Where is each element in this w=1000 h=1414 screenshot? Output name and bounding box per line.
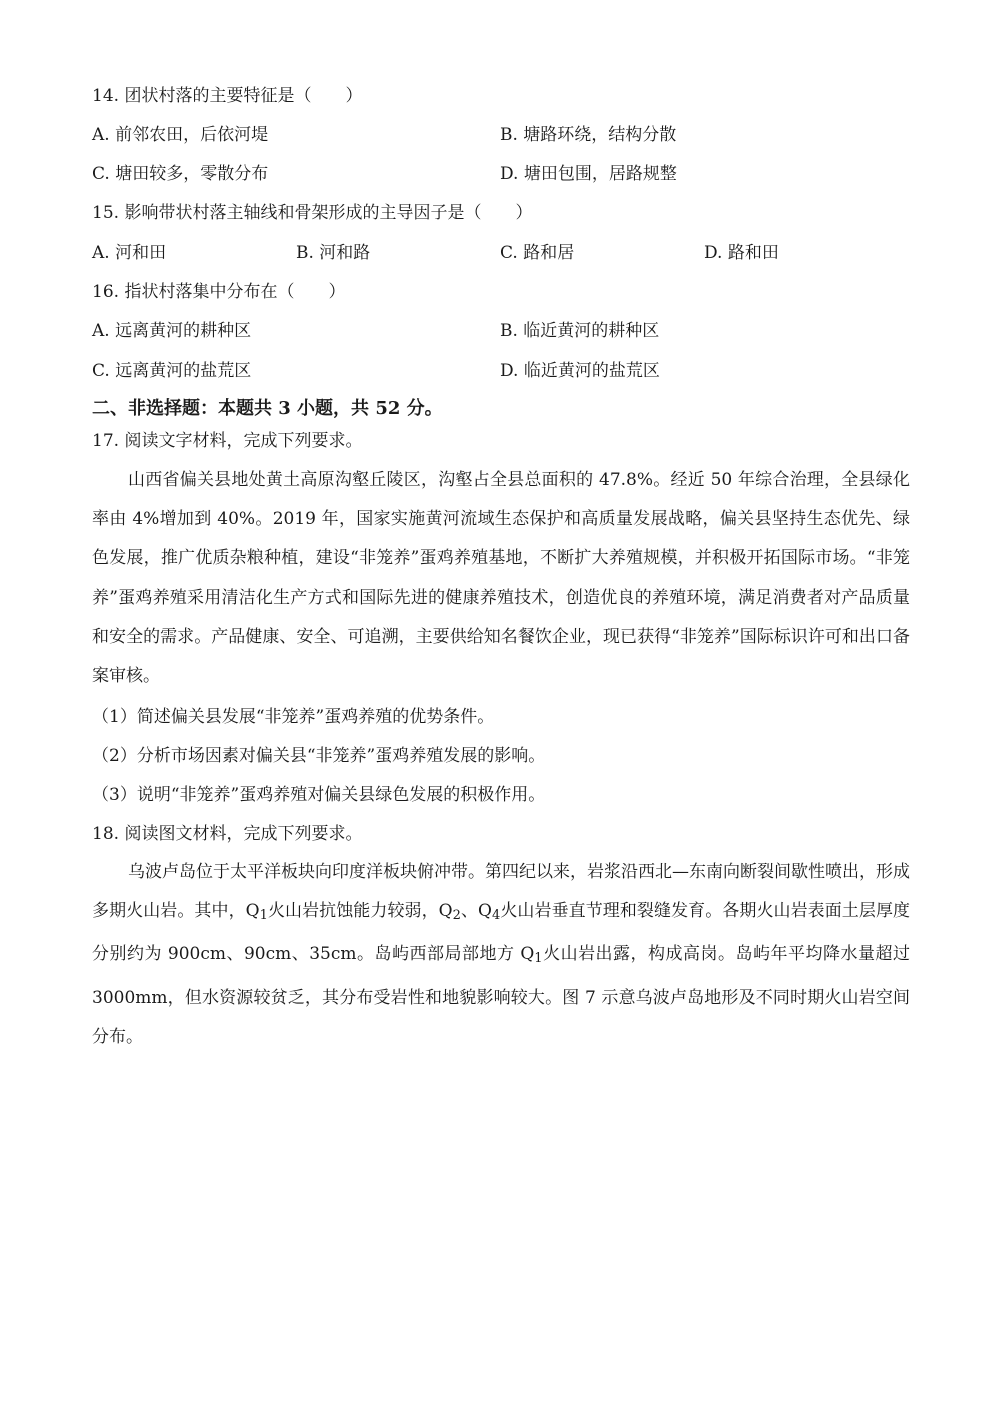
q16-option-c: C. 远离黄河的盐荒区 xyxy=(92,361,252,381)
q16-option-a: A. 远离黄河的耕种区 xyxy=(92,321,252,341)
q4-subscript: 4 xyxy=(492,908,501,924)
q17-sub3: （3）说明“非笼养”蛋鸡养殖对偏关县绿色发展的积极作用。 xyxy=(92,785,546,805)
q14-option-a: A. 前邻农田，后依河堤 xyxy=(92,125,269,145)
q18-material-part2: 火山岩抗蚀能力较弱，Q xyxy=(267,901,453,922)
q15-stem: 15. 影响带状村落主轴线和骨架形成的主导因子是（ ） xyxy=(92,203,533,223)
q14-option-b: B. 塘路环绕，结构分散 xyxy=(500,125,677,145)
section-heading: 二、非选择题：本题共 3 小题，共 52 分。 xyxy=(92,398,443,419)
q17-material: 山西省偏关县地处黄土高原沟壑丘陵区，沟壑占全县总面积的 47.8%。经近 50 年综合治理，全县绿化率由 4%增加到 40%。2019 年，国家实施黄河流域生态保护和高质量发展战略，偏关县坚持生态优先、绿色发展，推广优质杂粮种植，建设“非笼养”蛋鸡养殖基地，不断扩大养殖规模，并积极开拓国际市场。“非笼养”蛋鸡养殖采用清洁化生产方式和国际先进的健康养殖技术，创造优良的养殖环境，满足消费者对产品质量和安全的需求。产品健康、安全、可追溯，主要供给知名餐饮企业，现已获得“非笼养”国际标识许可和出口备案审核。 xyxy=(92,470,910,687)
q14-option-d: D. 塘田包围，居路规整 xyxy=(500,164,677,184)
q16-stem: 16. 指状村落集中分布在（ ） xyxy=(92,282,346,302)
q18-material-part4: 火山岩垂直节理和裂缝发育。各期火山岩表面土层厚度分别约为 900cm、90cm、35cm。岛屿西部局部地方 Q xyxy=(92,901,911,965)
q14-option-c: C. 塘田较多，零散分布 xyxy=(92,164,269,184)
q18-material-part1: 乌波卢岛位于太平洋板块向印度洋板块俯冲带。第四纪以来，岩浆沿西北—东南向断裂间歇性喷出，形成多期火山岩。其中，Q xyxy=(92,862,910,922)
q15-option-b: B. 河和路 xyxy=(296,243,371,263)
q1-subscript-2: 1 xyxy=(534,951,543,967)
q15-option-a: A. 河和田 xyxy=(92,243,167,263)
q15-option-d: D. 路和田 xyxy=(704,243,779,263)
q18-stem: 18. 阅读图文材料，完成下列要求。 xyxy=(92,824,363,844)
q18-material-part5: 火山岩出露，构成高岗。岛屿年平均降水量超过 3000mm，但水资源较贫乏，其分布受岩性和地貌影响较大。图 7 示意乌波卢岛地形及不同时期火山岩空间分布。 xyxy=(92,944,910,1047)
q17-sub1: （1）简述偏关县发展“非笼养”蛋鸡养殖的优势条件。 xyxy=(92,707,495,727)
q2-subscript: 2 xyxy=(452,908,461,924)
q18-material xyxy=(92,853,910,1057)
q17-sub2: （2）分析市场因素对偏关县“非笼养”蛋鸡养殖发展的影响。 xyxy=(92,746,546,766)
q16-option-b: B. 临近黄河的耕种区 xyxy=(500,321,660,341)
q1-subscript: 1 xyxy=(259,908,268,924)
q16-option-d: D. 临近黄河的盐荒区 xyxy=(500,361,660,381)
q15-option-c: C. 路和居 xyxy=(500,243,575,263)
q17-stem: 17. 阅读文字材料，完成下列要求。 xyxy=(92,431,363,451)
q14-stem: 14. 团状村落的主要特征是（ ） xyxy=(92,86,363,106)
q18-material-part3: 、Q xyxy=(460,901,492,922)
